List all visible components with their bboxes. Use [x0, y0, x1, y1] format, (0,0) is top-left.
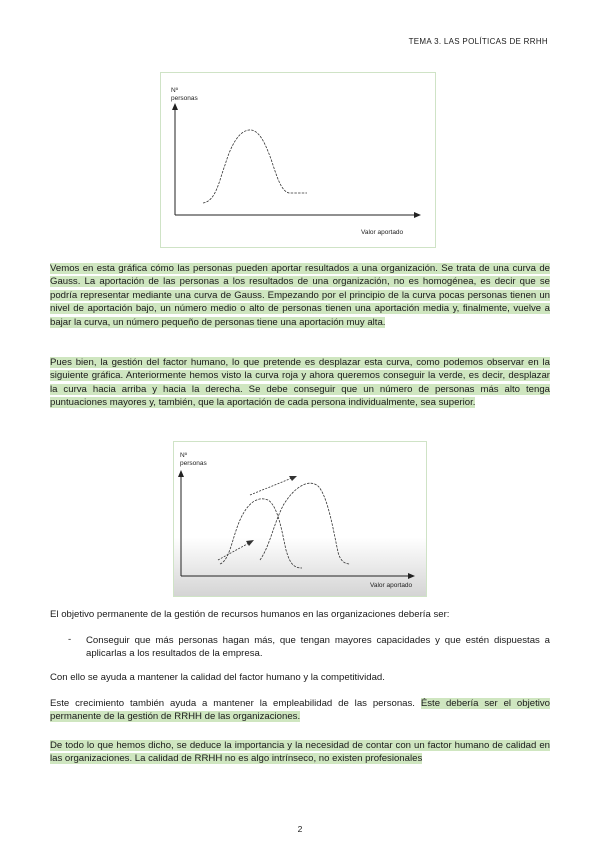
- x-axis-arrow: [414, 212, 421, 218]
- page-number: 2: [297, 824, 303, 834]
- paragraph-6: [50, 739, 550, 766]
- y-axis-arrow: [178, 470, 184, 477]
- paragraph-2-text: Pues bien, la gestión del factor humano, lo que pretende es desplazar esta curva, como podemos observar en la siguiente gráfica. Anteriormente hemos visto la curva roja y ahora queremos conseguir la verde, es decir, desplazar la curva hacia arriba y hacia la derecha. Se debe conseguir que un número de personas más alto tenga puntuaciones mayores y, también, que la aportación de cada persona individualmente, sea superior.: [50, 357, 550, 409]
- original-curve: [220, 499, 302, 568]
- paragraph-4: Con ello se ayuda a mantener la calidad del factor humano y la competitividad.: [50, 672, 385, 683]
- bullet-dash: -: [68, 634, 72, 645]
- y-axis-label-2: personas: [180, 460, 207, 467]
- paragraph-1-text: Vemos en esta gráfica cómo las personas pueden aportar resultados a una organización. Se trata de una curva de Gauss. La aportación de las personas a los resultados de una organización, no es homogénea, es decir que se podría representar mediante una curva de Gauss. Empezando por el principio de la curva pocas personas tienen un nivel de aportación bajo, un número medio o alto de personas tienen una aportación media y, finalmente, vuelve a bajar la curva, un número pequeño de personas tiene una aportación muy alta.: [50, 263, 550, 328]
- x-axis-label: Valor aportado: [370, 582, 413, 589]
- shift-arrow-bottom-head: [246, 540, 254, 546]
- y-axis-label-1: Nº: [180, 452, 188, 459]
- bullet-item: Conseguir que más personas hagan más, que tengan mayores capacidades y que estén dispuestas a aplicarlas a los resultados de la empresa.: [86, 635, 550, 660]
- paragraph-5: [50, 697, 550, 724]
- paragraph-3: El objetivo permanente de la gestión de recursos humanos en las organizaciones debería ser:: [50, 609, 450, 620]
- shifted-curve-figure: [173, 441, 427, 597]
- gauss-curve: [203, 130, 307, 203]
- shift-arrow-bottom: [218, 543, 249, 560]
- gauss-curve-figure: [160, 72, 436, 248]
- paragraph-1: [50, 262, 550, 329]
- shifted-curve: [260, 483, 350, 564]
- y-axis-arrow: [172, 103, 178, 110]
- shifted-curve-svg: [174, 442, 428, 598]
- page-header: TEMA 3. LAS POLÍTICAS DE RRHH: [408, 37, 548, 46]
- y-axis-label-2: personas: [171, 95, 198, 102]
- paragraph-5-highlight: Éste debería ser el objetivo permanente de la gestión de RRHH de las organizaciones.: [50, 698, 550, 723]
- gauss-curve-svg: [161, 73, 437, 249]
- x-axis-arrow: [408, 573, 415, 579]
- paragraph-5-text: Este crecimiento también ayuda a mantener la empleabilidad de las personas.: [50, 698, 421, 709]
- shift-arrow-top: [250, 478, 292, 495]
- paragraph-2: [50, 356, 550, 410]
- y-axis-label-1: Nº: [171, 87, 179, 94]
- paragraph-6-text: De todo lo que hemos dicho, se deduce la importancia y la necesidad de contar con un factor humano de calidad en las organizaciones. La calidad de RRHH no es algo intrínseco, no existen profesionales: [50, 740, 550, 765]
- x-axis-label: Valor aportado: [361, 229, 404, 236]
